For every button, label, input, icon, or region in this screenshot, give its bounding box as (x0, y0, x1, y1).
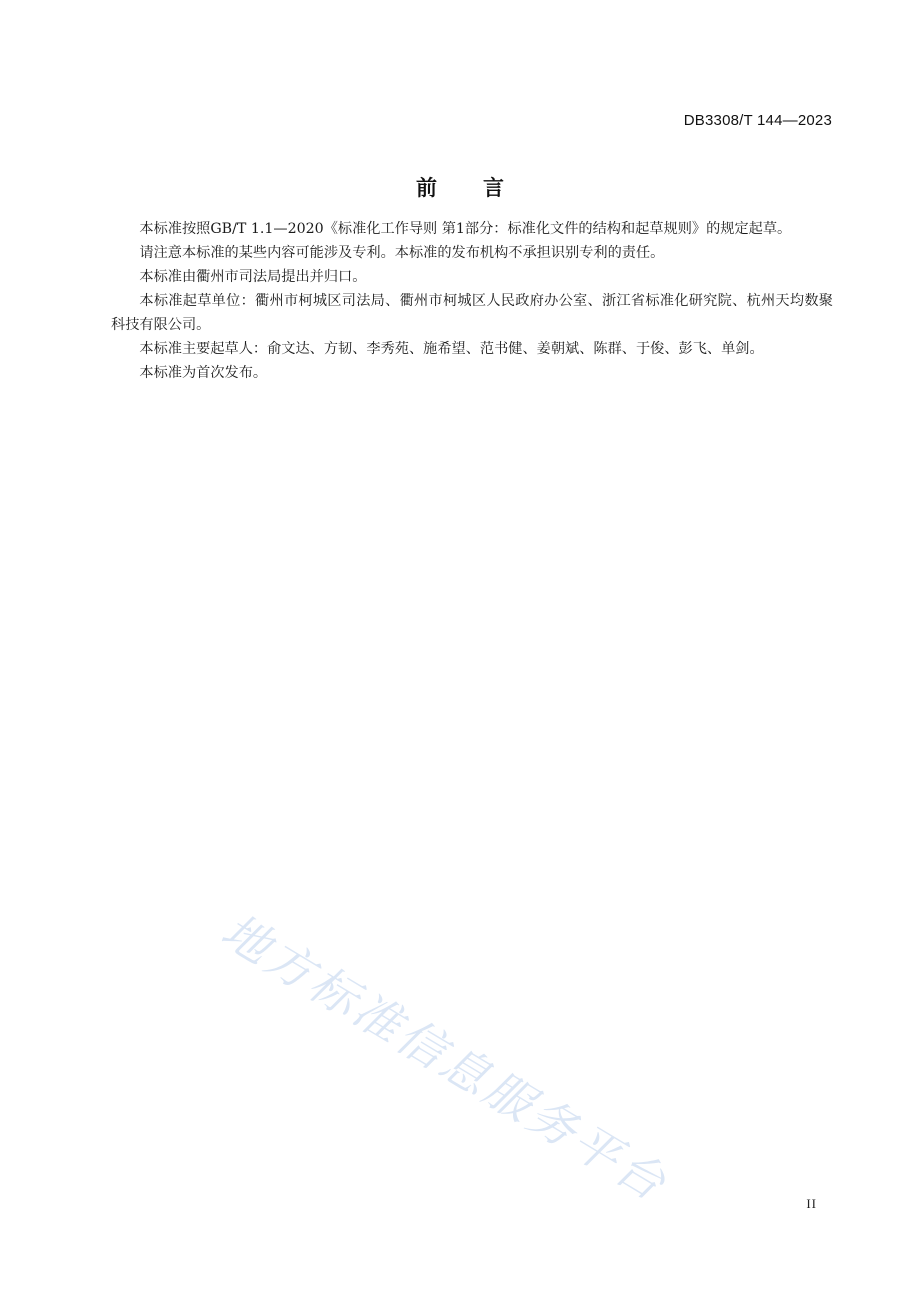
page-number: II (806, 1196, 817, 1211)
foreword-body (111, 217, 833, 385)
section-title-char-1: 前 (416, 176, 437, 200)
paragraph-first-release: 本标准为首次发布。 (139, 365, 268, 381)
standard-code: DB3308/T 144—2023 (683, 112, 832, 129)
paragraph-drafters: 本标准主要起草人：俞文达、方韧、李秀苑、施希望、范书健、姜朝斌、陈群、于俊、彭飞、单剑。 (139, 341, 764, 357)
paragraph-drafting-units: 本标准起草单位：衢州市柯城区司法局、衢州市柯城区人民政府办公室、浙江省标准化研究院、杭州天均数聚科技有限公司。 (111, 293, 833, 333)
paragraph-drafting-rules: 本标准按照GB/T 1.1—2020《标准化工作导则 第1部分：标准化文件的结构和起草规则》的规定起草。 (139, 221, 792, 237)
section-title-char-2: 言 (483, 176, 504, 200)
section-title (0, 172, 920, 202)
paragraph-patent-notice: 请注意本标准的某些内容可能涉及专利。本标准的发布机构不承担识别专利的责任。 (139, 245, 665, 261)
paragraph-proposer: 本标准由衢州市司法局提出并归口。 (139, 269, 367, 285)
watermark: 地方标准信息服务平台 (211, 903, 678, 1214)
